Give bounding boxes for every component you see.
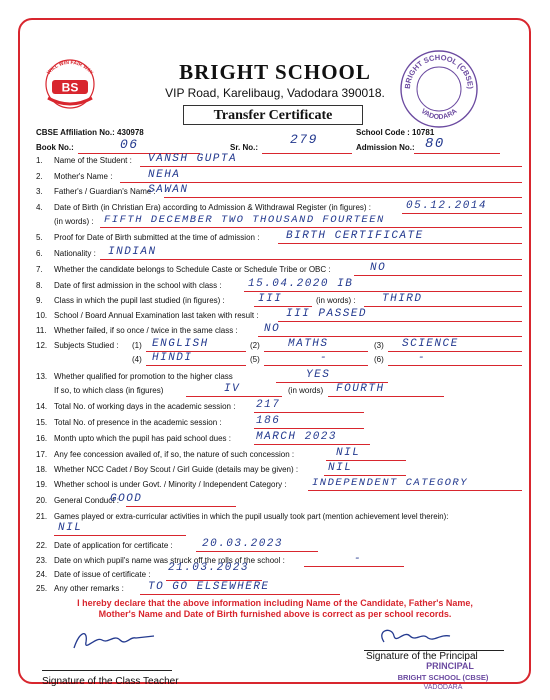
- underline: [264, 365, 368, 366]
- admission-label: Admission No.:: [356, 143, 415, 152]
- field-label: Whether qualified for promotion to the higher class: [54, 372, 233, 381]
- dues-value: MARCH 2023: [256, 431, 338, 443]
- underline: [328, 396, 444, 397]
- row-number: 21.: [36, 512, 48, 521]
- row-number: 3.: [36, 187, 43, 196]
- row-promotion-class: [36, 383, 522, 398]
- book-label: Book No.:: [36, 143, 74, 152]
- field-label: Total No. of presence in the academic session :: [54, 418, 222, 427]
- ncc-value: NIL: [328, 462, 353, 474]
- field-label: General Conduct :: [54, 496, 119, 505]
- underline: [244, 291, 522, 292]
- row-number: 16.: [36, 434, 48, 443]
- sr-label: Sr. No.:: [230, 143, 259, 152]
- field-label: Whether failed, if so once / twice in the same class :: [54, 326, 238, 335]
- application-date-value: 20.03.2023: [202, 538, 284, 550]
- row-number: 17.: [36, 450, 48, 459]
- school-code-value: 10781: [412, 128, 435, 137]
- row-number: 1.: [36, 156, 43, 165]
- row-last-exam: [36, 308, 522, 323]
- field-label: Any other remarks :: [54, 584, 124, 593]
- underline: [120, 182, 522, 183]
- row-issue-date: [36, 562, 522, 582]
- subject-5-value: -: [320, 352, 329, 364]
- principal-stamp-school: BRIGHT SCHOOL (CBSE): [397, 673, 489, 682]
- field-label: Whether the candidate belongs to Schedule Caste or Schedule Tribe or OBC :: [54, 265, 331, 274]
- field-label: (5): [250, 355, 260, 364]
- subject-4-value: HINDI: [152, 352, 193, 364]
- subject-6-value: -: [418, 352, 427, 364]
- row-number: 22.: [36, 541, 48, 550]
- underline: [100, 227, 522, 228]
- underline: [254, 444, 370, 445]
- field-label: Proof for Date of Birth submitted at the time of admission :: [54, 233, 260, 242]
- underline: [254, 306, 312, 307]
- underline: [262, 153, 352, 154]
- row-number: 23.: [36, 556, 48, 565]
- underline: [254, 412, 364, 413]
- promotion-class-figures-value: IV: [224, 383, 241, 395]
- row-failed: [36, 323, 522, 338]
- row-promotion: [36, 369, 522, 384]
- subject-2-value: MATHS: [288, 338, 329, 350]
- working-days-value: 217: [256, 399, 281, 411]
- underline: [126, 506, 236, 507]
- row-subjects-2: [36, 352, 522, 367]
- underline: [100, 259, 522, 260]
- stamp-outer-text: BRIGHT SCHOOL (CBSE): [402, 52, 476, 90]
- underline: [326, 460, 406, 461]
- row-number: 24.: [36, 570, 48, 579]
- last-exam-value: III PASSED: [286, 308, 368, 320]
- field-label: (2): [250, 341, 260, 350]
- row-games: [36, 512, 522, 524]
- row-number: 13.: [36, 372, 48, 381]
- field-label: If so, to which class (in figures): [54, 386, 164, 395]
- row-category: [36, 477, 522, 492]
- struck-off-value: -: [354, 553, 363, 565]
- dob-figures-value: 05.12.2014: [406, 200, 488, 212]
- certificate-title: Transfer Certificate: [183, 105, 363, 125]
- mother-name-value: NEHA: [148, 169, 181, 181]
- underline: [196, 551, 318, 552]
- father-name-value: SAWAN: [148, 184, 189, 196]
- underline: [264, 351, 368, 352]
- field-label: (4): [132, 355, 142, 364]
- remarks-value: TO GO ELSEWHERE: [148, 581, 270, 593]
- field-label: Date of first admission in the school with class :: [54, 281, 222, 290]
- field-label: Nationality :: [54, 249, 96, 258]
- declaration: I hereby declare that the above information including Name of the Candidate, Father's Name, Mother's Name and Date of Birth furnished above is correct as per school records.: [77, 598, 473, 619]
- class-teacher-label: Signature of the Class Teacher: [42, 676, 179, 687]
- row-last-class: [36, 293, 522, 308]
- underline: [278, 321, 522, 322]
- row-number: 15.: [36, 418, 48, 427]
- underline: [140, 166, 522, 167]
- row-number: 8.: [36, 281, 43, 290]
- field-label: Month upto which the pupil has paid school dues :: [54, 434, 232, 443]
- principal-signature: [376, 624, 456, 652]
- row-number: 7.: [36, 265, 43, 274]
- field-label: (3): [374, 341, 384, 350]
- row-number: 25.: [36, 584, 48, 593]
- category-value: INDEPENDENT CATEGORY: [312, 477, 469, 489]
- row-nationality: [36, 246, 522, 261]
- field-label: (in words) :: [316, 296, 356, 305]
- underline: [186, 396, 282, 397]
- row-games-value: [36, 522, 522, 537]
- row-conduct: [36, 493, 522, 508]
- row-ncc: [36, 462, 522, 477]
- row-number: 19.: [36, 480, 48, 489]
- field-label: Total No. of working days in the academic session :: [54, 402, 236, 411]
- field-label: School / Board Annual Examination last taken with result :: [54, 311, 259, 320]
- underline: [388, 365, 522, 366]
- conduct-value: GOOD: [110, 493, 143, 505]
- underline: [364, 306, 522, 307]
- presence-value: 186: [256, 415, 281, 427]
- field-label: (6): [374, 355, 384, 364]
- logo-letters: BS: [61, 80, 79, 95]
- field-label: (in words) :: [54, 217, 94, 226]
- row-number: 14.: [36, 402, 48, 411]
- underline: [140, 594, 340, 595]
- field-label: Mother's Name :: [54, 172, 113, 181]
- book-value: 06: [120, 137, 139, 152]
- row-presence: [36, 415, 522, 430]
- field-label: (in words): [288, 386, 324, 395]
- last-class-words-value: THIRD: [382, 293, 423, 305]
- last-class-figures-value: III: [258, 293, 283, 305]
- field-label: Any fee concession availed of, if so, the nature of such concession :: [54, 450, 295, 459]
- row-first-admission: [36, 278, 522, 293]
- affiliation-value: 430978: [117, 128, 144, 137]
- row-number: 6.: [36, 249, 43, 258]
- row-number: 2.: [36, 172, 43, 181]
- promotion-value: YES: [306, 369, 331, 381]
- row-number: 12.: [36, 341, 48, 350]
- logo-motto: WILL WIN FAIR WAY: [45, 59, 95, 76]
- stamp-inner-text: VADODARA: [419, 107, 459, 122]
- underline: [402, 213, 522, 214]
- underline: [354, 275, 522, 276]
- school-name: BRIGHT SCHOOL: [179, 60, 371, 84]
- row-dob-proof: [36, 230, 522, 245]
- underline: [308, 490, 522, 491]
- failed-value: NO: [264, 323, 281, 335]
- row-struck-off: [36, 553, 522, 568]
- promotion-class-words-value: FOURTH: [336, 383, 385, 395]
- row-dues: [36, 431, 522, 446]
- field-label: Date of application for certificate :: [54, 541, 173, 550]
- field-label: Date of issue of certificate :: [54, 570, 151, 579]
- row-working-days: [36, 399, 522, 414]
- row-number: 4.: [36, 203, 43, 212]
- school-code-label: School Code :: [356, 128, 410, 137]
- row-father-name: [36, 184, 522, 199]
- field-label: (1): [132, 341, 142, 350]
- affiliation-label: CBSE Affiliation No.:: [36, 128, 115, 137]
- field-label: Father's / Guardian's Name :: [54, 187, 156, 196]
- underline: [258, 336, 522, 337]
- row-application-date: [36, 538, 522, 553]
- row-number: 18.: [36, 465, 48, 474]
- student-name-value: VANSH GUPTA: [148, 153, 238, 165]
- underline: [254, 428, 364, 429]
- field-label: Games played or extra-curricular activities in which the pupil usually took part (mention achievement level therein):: [54, 512, 449, 521]
- row-number: 20.: [36, 496, 48, 505]
- row-number: 9.: [36, 296, 43, 305]
- row-number: 11.: [36, 326, 47, 335]
- class-teacher-signature: [70, 626, 160, 656]
- row-subjects-1: [36, 338, 522, 353]
- subject-1-value: ENGLISH: [152, 338, 209, 350]
- underline: [278, 243, 522, 244]
- underline: [304, 566, 404, 567]
- school-stamp: [398, 48, 480, 130]
- games-value: NIL: [58, 522, 83, 534]
- row-dob-words: [36, 214, 522, 229]
- row-student-name: [36, 153, 522, 168]
- school-address: VIP Road, Karelibaug, Vadodara 390018.: [165, 86, 385, 100]
- admission-value: 80: [425, 136, 445, 152]
- principal-stamp-city: VADODARA: [423, 684, 463, 691]
- dob-proof-value: BIRTH CERTIFICATE: [286, 230, 424, 242]
- fee-concession-value: NIL: [336, 447, 361, 459]
- field-label: Whether school is under Govt. / Minority / Independent Category :: [54, 480, 287, 489]
- dob-words-value: FIFTH DECEMBER TWO THOUSAND FOURTEEN: [104, 214, 385, 226]
- row-remarks: [36, 581, 522, 596]
- field-label: Subjects Studied :: [54, 341, 119, 350]
- row-fee-concession: [36, 447, 522, 462]
- svg-text:BRIGHT SCHOOL (CBSE): [403, 53, 475, 90]
- row-mother-name: [36, 169, 522, 184]
- row-number: 5.: [36, 233, 43, 242]
- principal-label: Signature of the Principal: [366, 651, 478, 662]
- first-admission-value: 15.04.2020 IB: [248, 278, 354, 290]
- underline: [146, 365, 246, 366]
- svg-text:VADODARA: [419, 108, 458, 121]
- caste-value: NO: [370, 262, 387, 274]
- subject-3-value: SCIENCE: [402, 338, 459, 350]
- field-label: Class in which the pupil last studied (in figures) :: [54, 296, 225, 305]
- underline: [414, 153, 500, 154]
- underline: [324, 475, 406, 476]
- underline: [388, 351, 522, 352]
- field-label: Date on which pupil's name was struck off the rolls of the school :: [54, 556, 285, 565]
- field-label: Name of the Student :: [54, 156, 132, 165]
- nationality-value: INDIAN: [108, 246, 157, 258]
- underline: [164, 197, 522, 198]
- sr-value: 279: [290, 132, 318, 147]
- row-number: 10.: [36, 311, 48, 320]
- principal-stamp-title: PRINCIPAL: [426, 661, 474, 671]
- underline: [54, 535, 186, 536]
- field-label: Whether NCC Cadet / Boy Scout / Girl Guide (details may be given) :: [54, 465, 299, 474]
- field-label: Date of Birth (in Christian Era) according to Admission & Withdrawal Register (in figures) :: [54, 203, 372, 212]
- issue-date-value: 21.03.2023: [168, 562, 250, 574]
- row-caste: [36, 262, 522, 277]
